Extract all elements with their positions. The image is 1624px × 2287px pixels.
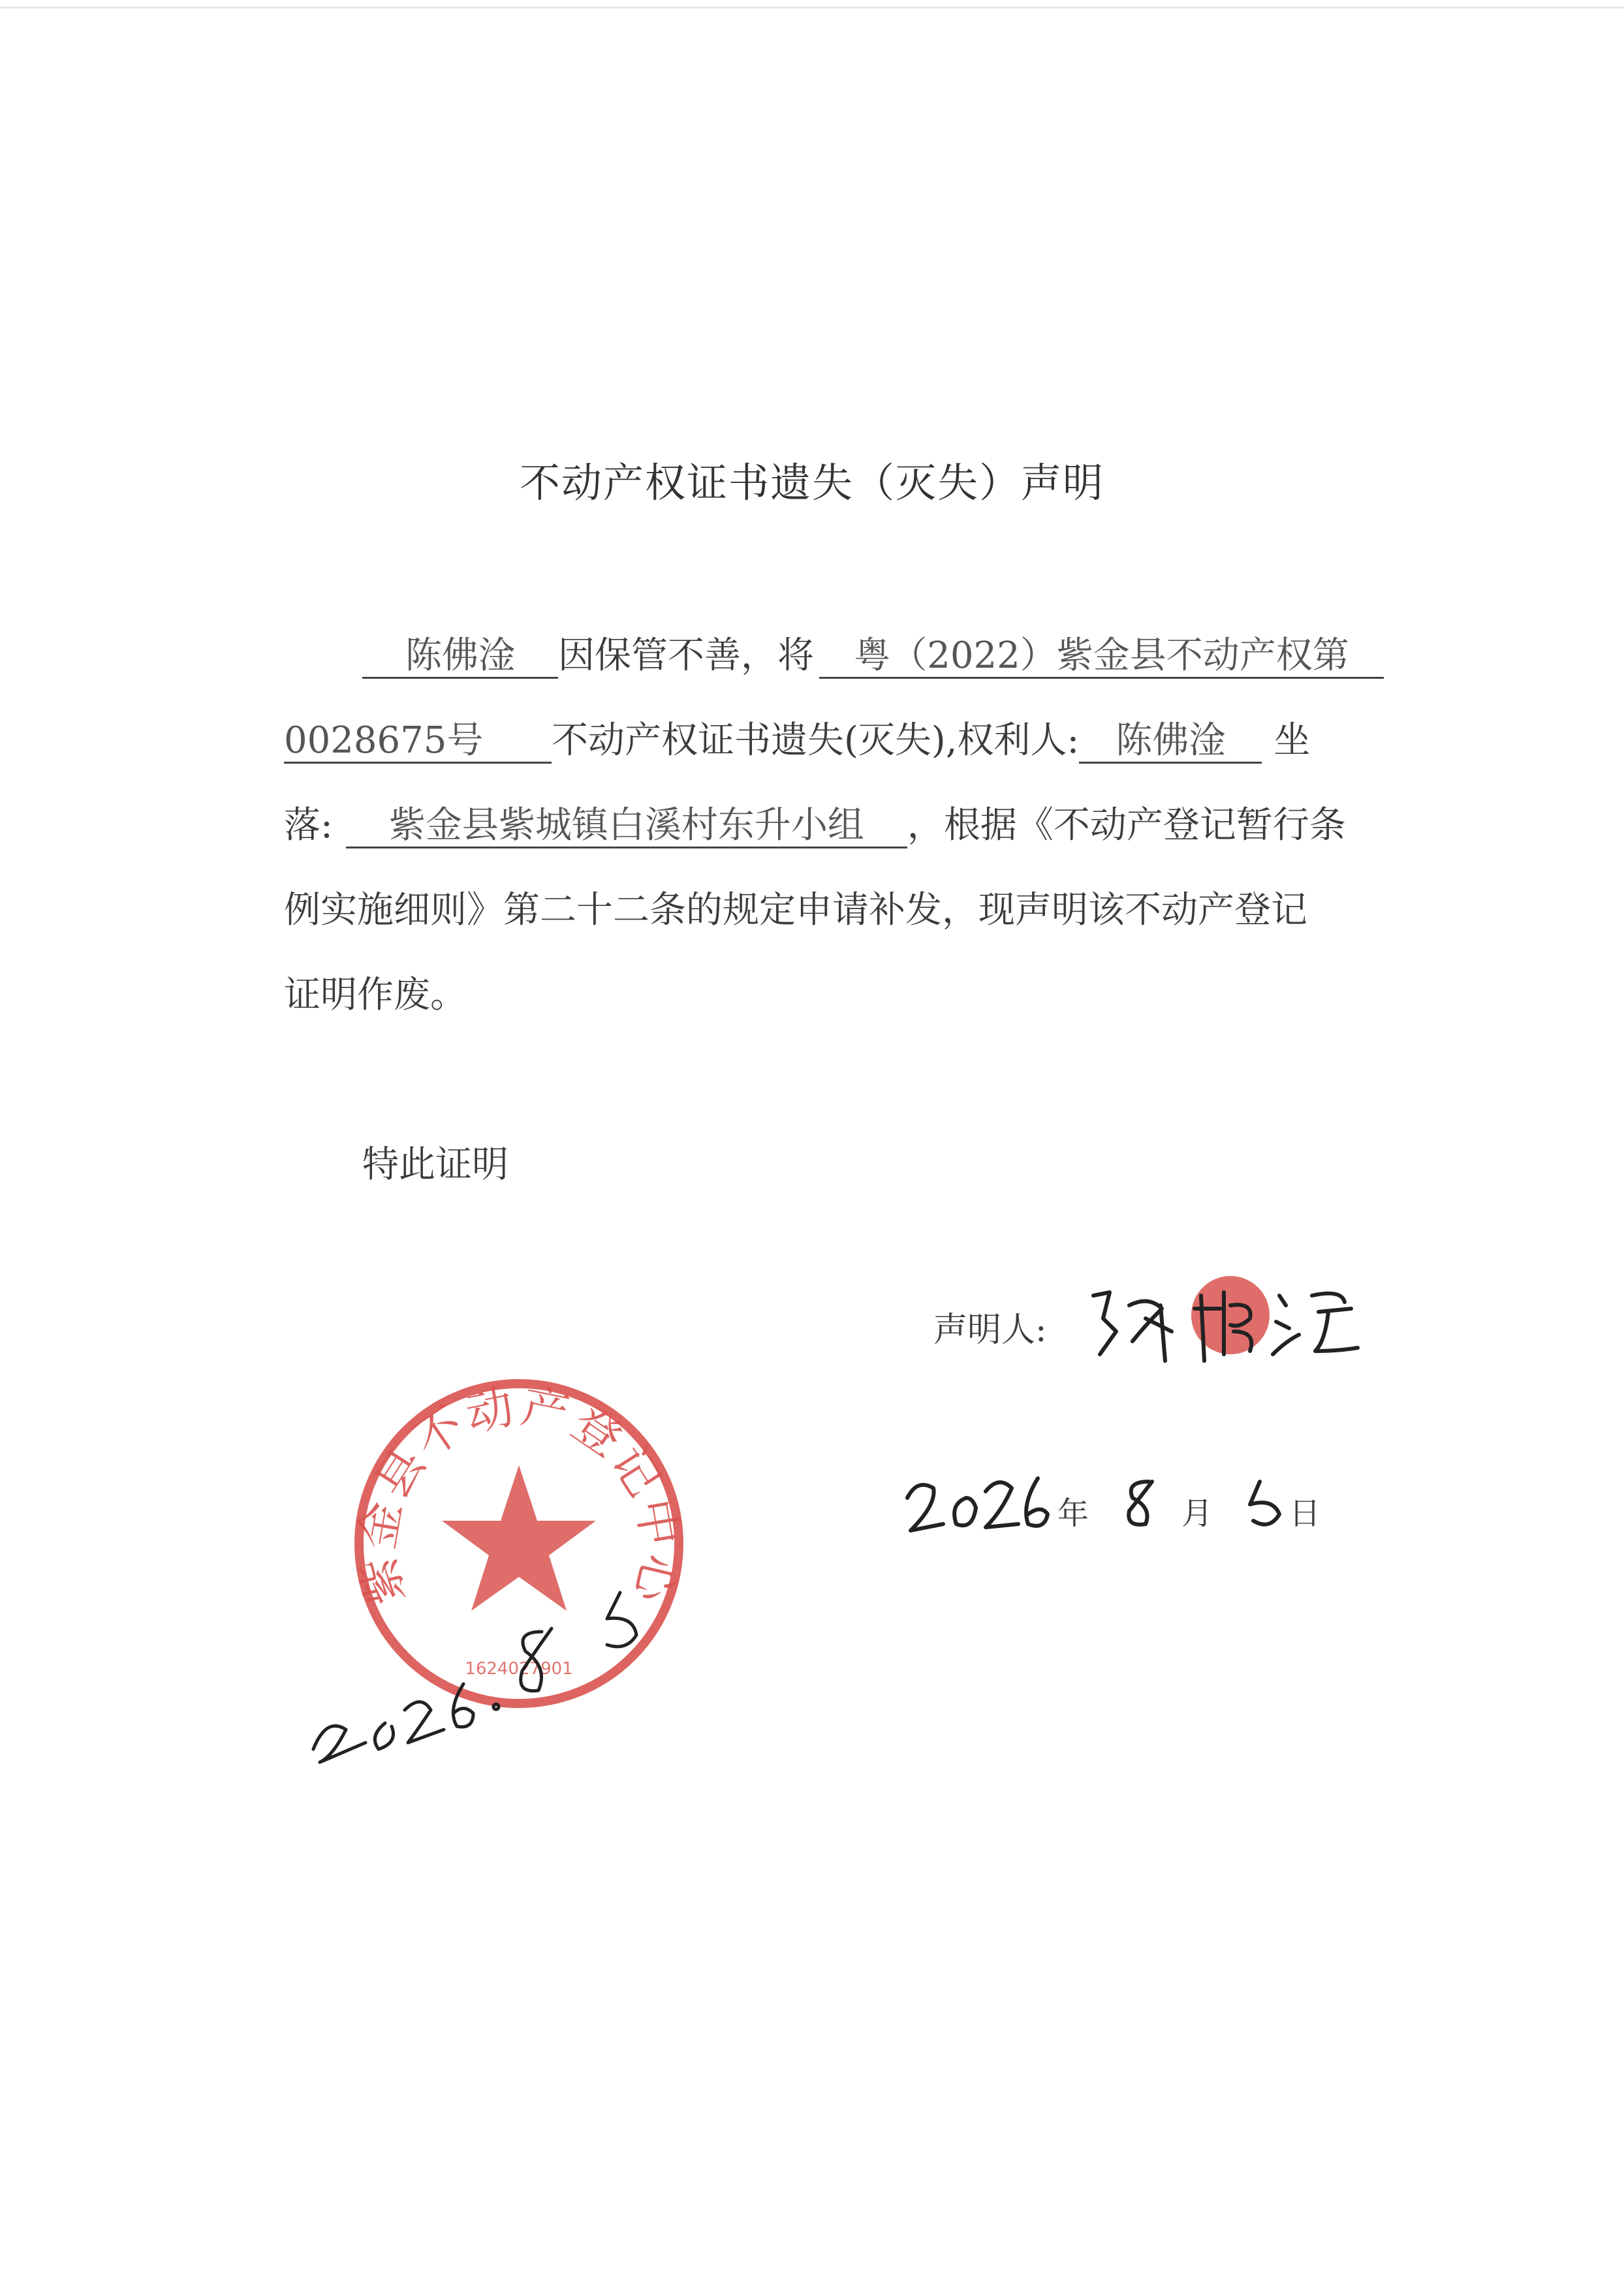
year-char: 年 xyxy=(1057,1495,1089,1532)
location-field: 紫金县紫城镇白溪村东升小组 xyxy=(346,805,907,848)
body-line-3 xyxy=(284,796,1346,848)
body-text-3: 坐 xyxy=(1273,719,1311,762)
closing-text: 特此证明 xyxy=(362,1144,508,1186)
body-text-4: 落: xyxy=(284,804,333,847)
body-text-5: ，根据《不动产登记暂行条 xyxy=(907,804,1346,847)
signature-date xyxy=(894,1452,1351,1550)
body-line-4: 例实施细则》第二十二条的规定申请补发，现声明该不动产登记 xyxy=(284,889,1307,931)
body-text-2: 不动产权证书遗失(灭失),权利人: xyxy=(552,719,1080,762)
body-line-2 xyxy=(284,711,1310,764)
handwritten-date-digits xyxy=(894,1452,1351,1550)
body-line-1 xyxy=(284,627,1384,679)
day-char: 日 xyxy=(1289,1495,1321,1532)
cert-number-field-part2: 0028675号 xyxy=(284,720,552,764)
owner-name-field: 陈佛淦 xyxy=(362,635,558,679)
body-text-1: 因保管不善，将 xyxy=(558,634,814,677)
document-title: 不动产权证书遗失（灭失）声明 xyxy=(519,459,1104,506)
handwritten-stamp-date xyxy=(307,1553,711,1769)
holder-name-field: 陈佛淦 xyxy=(1079,720,1262,764)
cert-number-field-part1: 粤（2022）紫金县不动产权第 xyxy=(819,635,1384,679)
seal-code: 1624027901 xyxy=(465,1659,573,1679)
handwritten-signature xyxy=(1084,1269,1390,1380)
declarant-label: 声明人: xyxy=(933,1311,1047,1350)
body-line-5: 证明作废。 xyxy=(284,974,467,1016)
scan-edge xyxy=(0,7,1624,8)
seal-text: 紫金县不动产登记中心 xyxy=(349,1378,689,1610)
month-char: 月 xyxy=(1181,1495,1213,1532)
